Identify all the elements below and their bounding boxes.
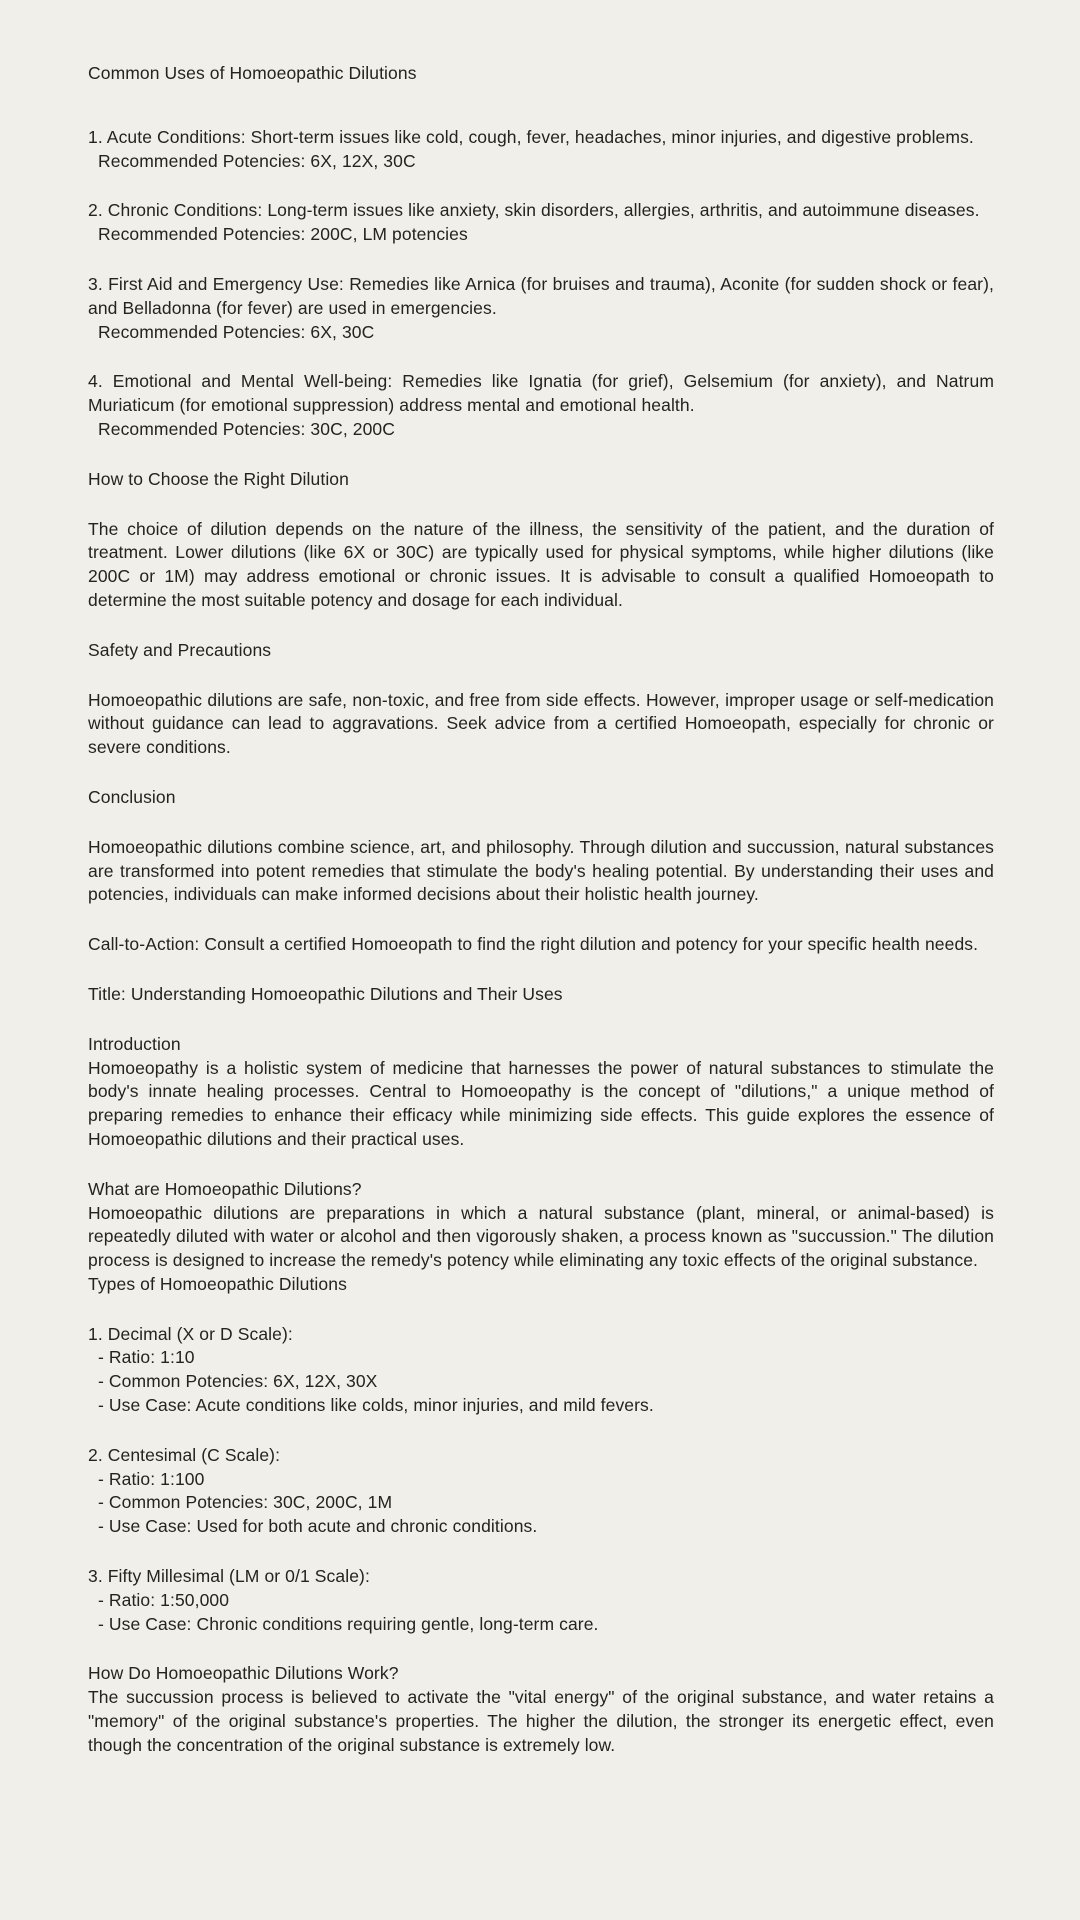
- recommended-potencies: Recommended Potencies: 6X, 30C: [98, 321, 375, 342]
- heading-what-are: What are Homoeopathic Dilutions?: [88, 1178, 362, 1199]
- heading-conclusion: Conclusion: [88, 786, 176, 807]
- use-case-item-1: [88, 126, 994, 174]
- scale-item-fifty-millesimal: [88, 1565, 994, 1636]
- heading-how-to-choose: How to Choose the Right Dilution: [88, 468, 349, 489]
- use-case-text: 1. Acute Conditions: Short-term issues like cold, cough, fever, headaches, minor injuries, and digestive problems.: [88, 126, 974, 147]
- paragraph-call-to-action: Call-to-Action: Consult a certified Homoeopath to find the right dilution and potency for your specific health needs.: [88, 934, 979, 955]
- use-case-text: 4. Emotional and Mental Well-being: Remedies like Ignatia (for grief), Gelsemium (for anxiety), and Natrum Muriaticum (for emotional suppression) address mental and emotional health.: [88, 371, 994, 416]
- recommended-potencies: Recommended Potencies: 200C, LM potencies: [98, 224, 468, 245]
- paragraph-introduction: Homoeopathy is a holistic system of medicine that harnesses the power of natural substances to stimulate the body's innate healing processes. Central to Homoeopathy is the concept of "dilutions," a unique method of preparing remedies to enhance their efficacy while minimizing side effects. This guide explores the essence of Homoeopathic dilutions and their practical uses.: [88, 1057, 994, 1149]
- paragraph-safety: Homoeopathic dilutions are safe, non-toxic, and free from side effects. However, improper usage or self-medication without guidance can lead to aggravations. Seek advice from a certified Homoeopath, especially for chronic or severe conditions.: [88, 689, 994, 758]
- use-case-item-4: [88, 370, 994, 441]
- paragraph-how-to-choose: The choice of dilution depends on the nature of the illness, the sensitivity of the patient, and the duration of treatment. Lower dilutions (like 6X or 30C) are typically used for physical symptoms, while higher dilutions (like 200C or 1M) may address emotional or chronic issues. It is advisable to consult a qualified Homoeopath to determine the most suitable potency and dosage for each individual.: [88, 518, 994, 610]
- scale-name: 2. Centesimal (C Scale):: [88, 1444, 281, 1465]
- scale-name: 3. Fifty Millesimal (LM or 0/1 Scale):: [88, 1566, 370, 1587]
- heading-how-work: How Do Homoeopathic Dilutions Work?: [88, 1663, 399, 1684]
- scale-detail-ratio: - Ratio: 1:10: [98, 1347, 195, 1368]
- scale-detail-use-case: - Use Case: Acute conditions like colds, minor injuries, and mild fevers.: [98, 1395, 654, 1416]
- scale-name: 1. Decimal (X or D Scale):: [88, 1323, 293, 1344]
- scale-detail-ratio: - Ratio: 1:100: [98, 1468, 205, 1489]
- heading-introduction: Introduction: [88, 1033, 181, 1054]
- scale-item-centesimal: [88, 1444, 994, 1539]
- scale-detail-potencies: - Common Potencies: 6X, 12X, 30X: [98, 1371, 378, 1392]
- scale-item-decimal: [88, 1323, 994, 1418]
- scale-detail-use-case: - Use Case: Chronic conditions requiring gentle, long-term care.: [98, 1613, 599, 1634]
- recommended-potencies: Recommended Potencies: 30C, 200C: [98, 418, 395, 439]
- heading-safety: Safety and Precautions: [88, 639, 272, 660]
- heading-types: Types of Homoeopathic Dilutions: [88, 1273, 347, 1294]
- scale-detail-ratio: - Ratio: 1:50,000: [98, 1589, 230, 1610]
- scale-detail-potencies: - Common Potencies: 30C, 200C, 1M: [98, 1492, 393, 1513]
- use-case-text: 3. First Aid and Emergency Use: Remedies like Arnica (for bruises and trauma), Aconite (for sudden shock or fear), and Belladonna (for fever) are used in emergencies.: [88, 273, 994, 318]
- use-case-item-2: [88, 199, 994, 247]
- recommended-potencies: Recommended Potencies: 6X, 12X, 30C: [98, 150, 416, 171]
- scale-detail-use-case: - Use Case: Used for both acute and chronic conditions.: [98, 1516, 538, 1537]
- use-case-item-3: [88, 273, 994, 344]
- paragraph-what-are: Homoeopathic dilutions are preparations in which a natural substance (plant, mineral, or animal-based) is repeatedly diluted with water or alcohol and then vigorously shaken, a process known as "succussion." The dilution process is designed to increase the remedy's potency while eliminating any toxic effects of the original substance.: [88, 1202, 994, 1271]
- use-case-text: 2. Chronic Conditions: Long-term issues like anxiety, skin disorders, allergies, arthritis, and autoimmune diseases.: [88, 200, 980, 221]
- title-line: Title: Understanding Homoeopathic Dilutions and Their Uses: [88, 983, 563, 1004]
- heading-common-uses: Common Uses of Homoeopathic Dilutions: [88, 63, 417, 83]
- paragraph-conclusion: Homoeopathic dilutions combine science, art, and philosophy. Through dilution and succussion, natural substances are transformed into potent remedies that stimulate the body's healing potential. By understanding their uses and potencies, individuals can make informed decisions about their holistic health journey.: [88, 836, 994, 905]
- paragraph-how-work: The succussion process is believed to activate the "vital energy" of the original substance, and water retains a "memory" of the original substance's properties. The higher the dilution, the stronger its energetic effect, even though the concentration of the original substance is extremely low.: [88, 1687, 994, 1755]
- document-body: [88, 62, 994, 1784]
